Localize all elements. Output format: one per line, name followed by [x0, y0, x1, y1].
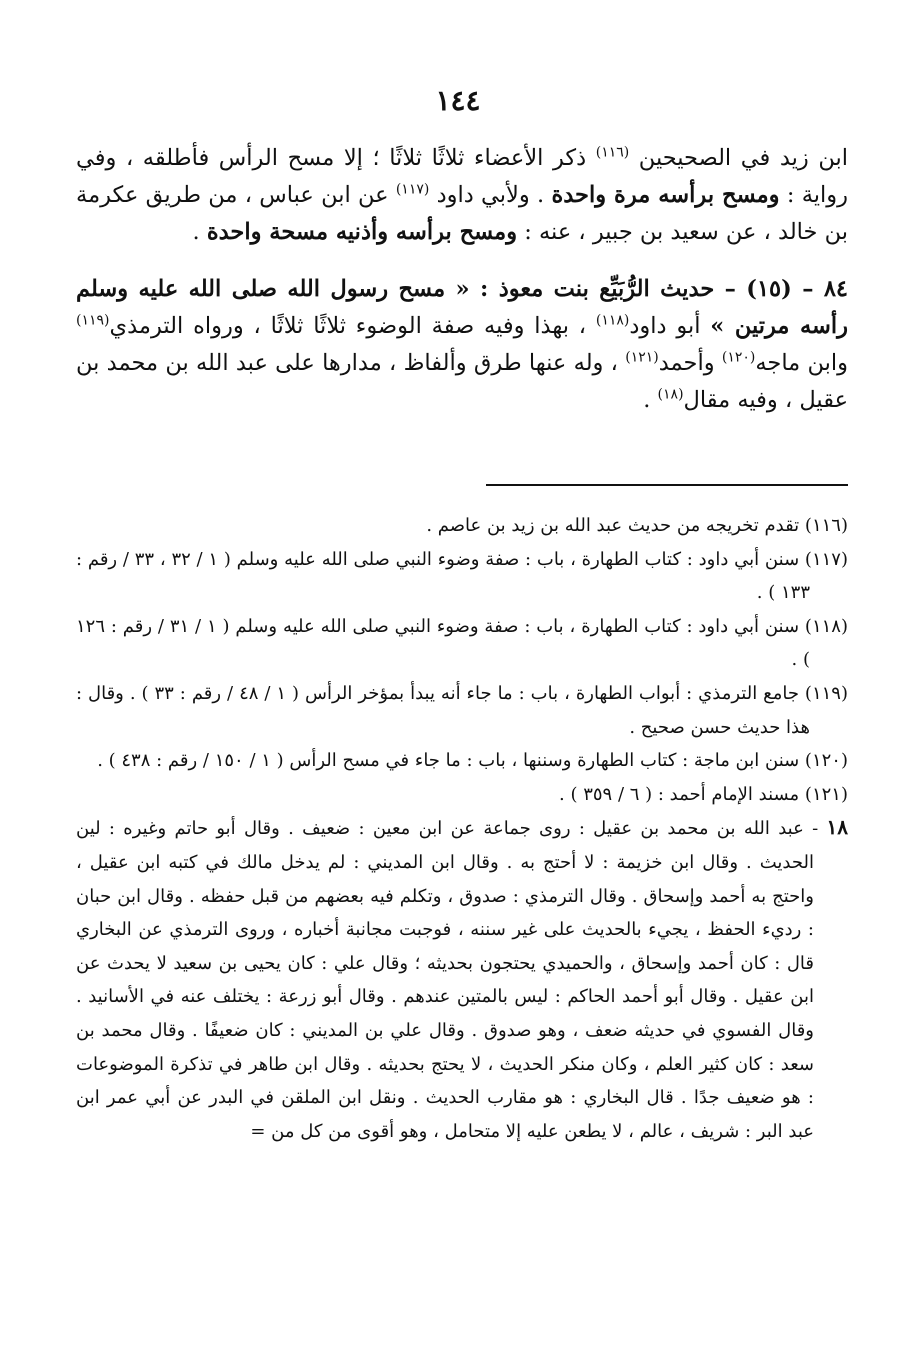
footnote-18-text: - عبد الله بن محمد بن عقيل : روى جماعة عن ابن معين : ضعيف . وقال أبو حاتم وغيره : لين الحديث . وقال ابن خزيمة : لا أحتج به . وقال ابن المديني : لم يدخل مالك في كتبه ابن عقيل ، واحتج به أحمد وإسحاق . وقال الترمذي : صدوق ، وتكلم فيه بعضهم من قبل حفظه . وقال ابن حبان : رديء الحفظ ، يجيء بالحديث على غير سننه ، فوجبت مجانبة أخباره ، وروى الترمذي عن البخاري قال : كان أحمد وإسحاق ، والحميدي يحتجون بحديثه ؛ وقال علي : كان يحيى بن سعيد لا يحدث عن ابن عقيل . وقال أبو أحمد الحاكم : ليس بالمتين عندهم . وقال أبو زرعة : يختلف عنه في الأسانيد . وقال الفسوي في حديثه ضعف ، وهو صدوق . وقال علي بن المديني : كان ضعيفًا . وقال محمد بن سعد : كان كثير العلم ، وكان منكر الحديث ، لا يحتج بحديثه . وقال ابن طاهر في تذكرة الموضوعات : هو ضعيف جدًا . قال البخاري : هو مقارب الحديث . ونقل ابن الملقن في البدر عن أبي عمر ابن عبد البر : شريف ، عالم ، لا يطعن عليه إلا متحامل ، وهو أقوى من كل من	[76, 818, 827, 1142]
footnote-ref-118[interactable]: (١١٨)	[595, 312, 630, 329]
p1-text-d: . ولأبي داود	[429, 182, 552, 208]
footnote-118: (١١٨) سنن أبي داود : كتاب الطهارة ، باب : صفة وضوء النبي صلى الله عليه وسلم ( ١ / ٣١ / رقم : ١٢٦ ) .	[76, 615, 848, 671]
p2-text-b: أبو داود	[629, 313, 711, 339]
p1-text-g: .	[192, 219, 207, 245]
p2-text-f: ، وله عنها طرق وألفاظ ، مدارها على عبد الله بن محمد بن عقيل ، وفيه مقال	[76, 350, 848, 413]
page-number: ١٤٤	[435, 84, 481, 117]
main-text	[76, 140, 848, 419]
paragraph-2	[76, 271, 848, 419]
p1-text-e: عن ابن عباس ، من طريق عكرمة بن خالد ، عن سعيد بن جبير ، عنه :	[76, 182, 848, 245]
footnote-117: (١١٧) سنن أبي داود : كتاب الطهارة ، باب : صفة وضوء النبي صلى الله عليه وسلم ( ١ / ٣٢ ، ٣٣ / رقم : ١٣٣ ) .	[76, 548, 848, 604]
footnote-18	[76, 811, 848, 1148]
footnote-121: (١٢١) مسند الإمام أحمد : ( ٦ / ٣٥٩ ) .	[559, 783, 848, 805]
footnote-120: (١٢٠) سنن ابن ماجة : كتاب الطهارة وسننها ، باب : ما جاء في مسح الرأس ( ١ / ١٥٠ / رقم : ٤٣٨ ) .	[97, 750, 848, 772]
p2-text-e: وأحمد	[658, 350, 722, 376]
footnote-119: (١١٩) جامع الترمذي : أبواب الطهارة ، باب : ما جاء أنه يبدأ بمؤخر الرأس ( ١ / ٤٨ / رقم : ٣٣ ) . وقال : هذا حديث حسن صحيح .	[76, 682, 849, 738]
footnote-ref-120[interactable]: (١٢٠)	[721, 349, 756, 366]
p2-text-d: وابن ماجه	[755, 350, 849, 376]
footnote-ref-117[interactable]: (١١٧)	[395, 181, 430, 198]
footnote-18-number: ١٨	[826, 815, 848, 840]
footnote-ref-116[interactable]: (١١٦)	[595, 144, 630, 161]
footnote-116: (١١٦) تقدم تخريجه من حديث عبد الله بن زيد بن عاصم .	[426, 515, 848, 536]
p1-text-a: ابن زيد في الصحيحين	[629, 145, 848, 171]
p1-bold-c: ومسح برأسه مرة واحدة	[551, 182, 780, 208]
paragraph-1	[76, 140, 848, 251]
hadith-heading: ٨٤ – (١٥) – حديث الرُّبَيِّع بنت معوذ : « مسح رسول الله صلى الله عليه وسلم رأسه مرتين »	[76, 276, 849, 339]
footnote-ref-119[interactable]: (١١٩)	[76, 312, 110, 329]
footnotes	[76, 509, 848, 1148]
footnote-ref-121[interactable]: (١٢١)	[625, 349, 659, 366]
continuation-mark: =	[250, 1120, 272, 1142]
footnote-separator	[486, 484, 848, 486]
p2-text-g: .	[643, 387, 658, 413]
p2-text-c: ، بهذا وفيه صفة الوضوء ثلاثًا ثلاثًا ، ورواه الترمذي	[109, 313, 596, 339]
footnote-ref-18[interactable]: (١٨)	[657, 386, 684, 403]
p1-text-b: ذكر الأعضاء ثلاثًا ثلاثًا ؛ إلا مسح الرأس فأطلقه ، وفي رواية :	[76, 145, 848, 208]
p1-bold-f: ومسح برأسه وأذنيه مسحة واحدة	[206, 219, 518, 245]
